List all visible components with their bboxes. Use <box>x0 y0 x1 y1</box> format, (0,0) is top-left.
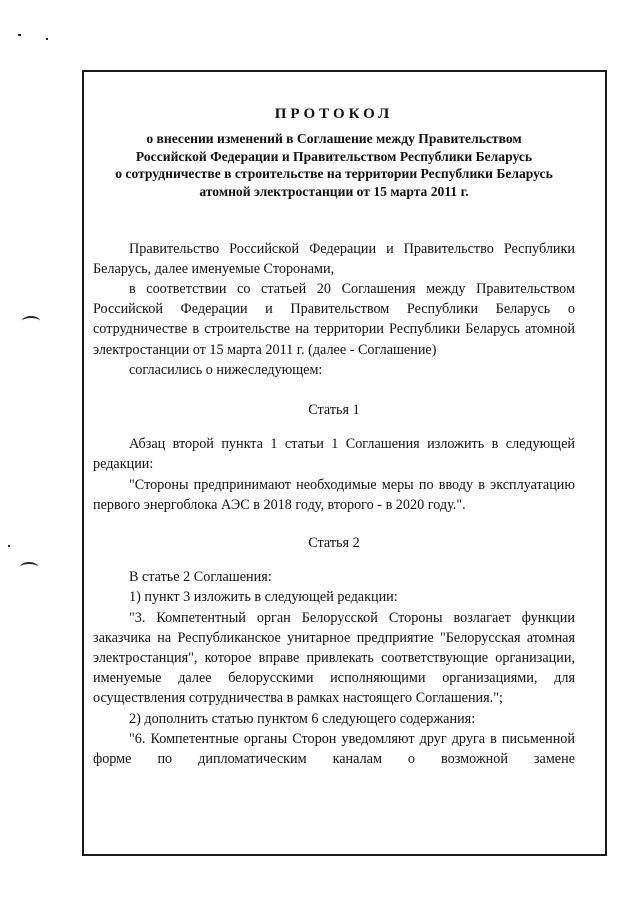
preamble-basis: в соответствии со статьей 20 Соглашения между Правительством Российской Федерации и Правительством Республики Беларусь о сотрудничестве в строительстве на территории Республики Беларусь атомной электростанции от 15 марта 2011 г. (далее - Соглашение) <box>93 280 575 358</box>
article-1-quote: "Стороны предпринимают необходимые меры по вводу в эксплуатацию первого энергоблока АЭС в 2018 году, второго - в 2020 году.". <box>93 476 575 513</box>
article-2-item-2: 2) дополнить статью пунктом 6 следующего содержания: <box>129 710 476 727</box>
preamble-parties: Правительство Российской Федерации и Правительство Республики Беларусь, далее именуемые Сторонами, <box>93 240 575 277</box>
article-2-quote-6: "6. Компетентные органы Сторон уведомляют друг друга в письменной форме по дипломатическим каналам о возможной замене <box>93 730 575 768</box>
scan-mark-margin-lower <box>20 562 38 572</box>
scan-mark-top-left <box>18 34 21 36</box>
article-1-paragraph: Абзац второй пункта 1 статьи 1 Соглашения изложить в следующей редакции: <box>93 436 575 473</box>
article-2-intro: В статье 2 Соглашения: <box>129 569 272 586</box>
scan-mark-margin-dot <box>8 545 10 547</box>
subtitle-line: о внесении изменений в Соглашение между Правительством <box>146 131 522 147</box>
article-2-heading: Статья 2 <box>308 535 360 552</box>
article-2-quote-3: "3. Компетентный орган Белорусской Стороны возлагает функции заказчика на Республиканское унитарное предприятие "Белорусская атомная электростанция", которое вправе привлекать соответствующие организации, именуемые далее белорусскими исполняющими организациями, для осуществления сотрудничества в рамках настоящего Соглашения."; <box>93 609 575 707</box>
document-subtitle <box>93 130 575 200</box>
subtitle-line: Российской Федерации и Правительством Республики Беларусь <box>135 148 533 164</box>
subtitle-line: атомной электростанции от 15 марта 2011 г. <box>199 183 469 199</box>
article-1-heading: Статья 1 <box>308 402 360 418</box>
preamble-agreed: согласились о нижеследующем: <box>129 361 323 378</box>
scan-mark-margin-upper <box>22 316 40 326</box>
document-body <box>93 104 575 769</box>
subtitle-line: о сотрудничестве в строительстве на территории Республики Беларусь <box>115 166 553 182</box>
document-title: ПРОТОКОЛ <box>274 106 394 122</box>
article-2-item-1: 1) пункт 3 изложить в следующей редакции: <box>129 589 398 606</box>
scan-mark-top <box>46 38 48 40</box>
